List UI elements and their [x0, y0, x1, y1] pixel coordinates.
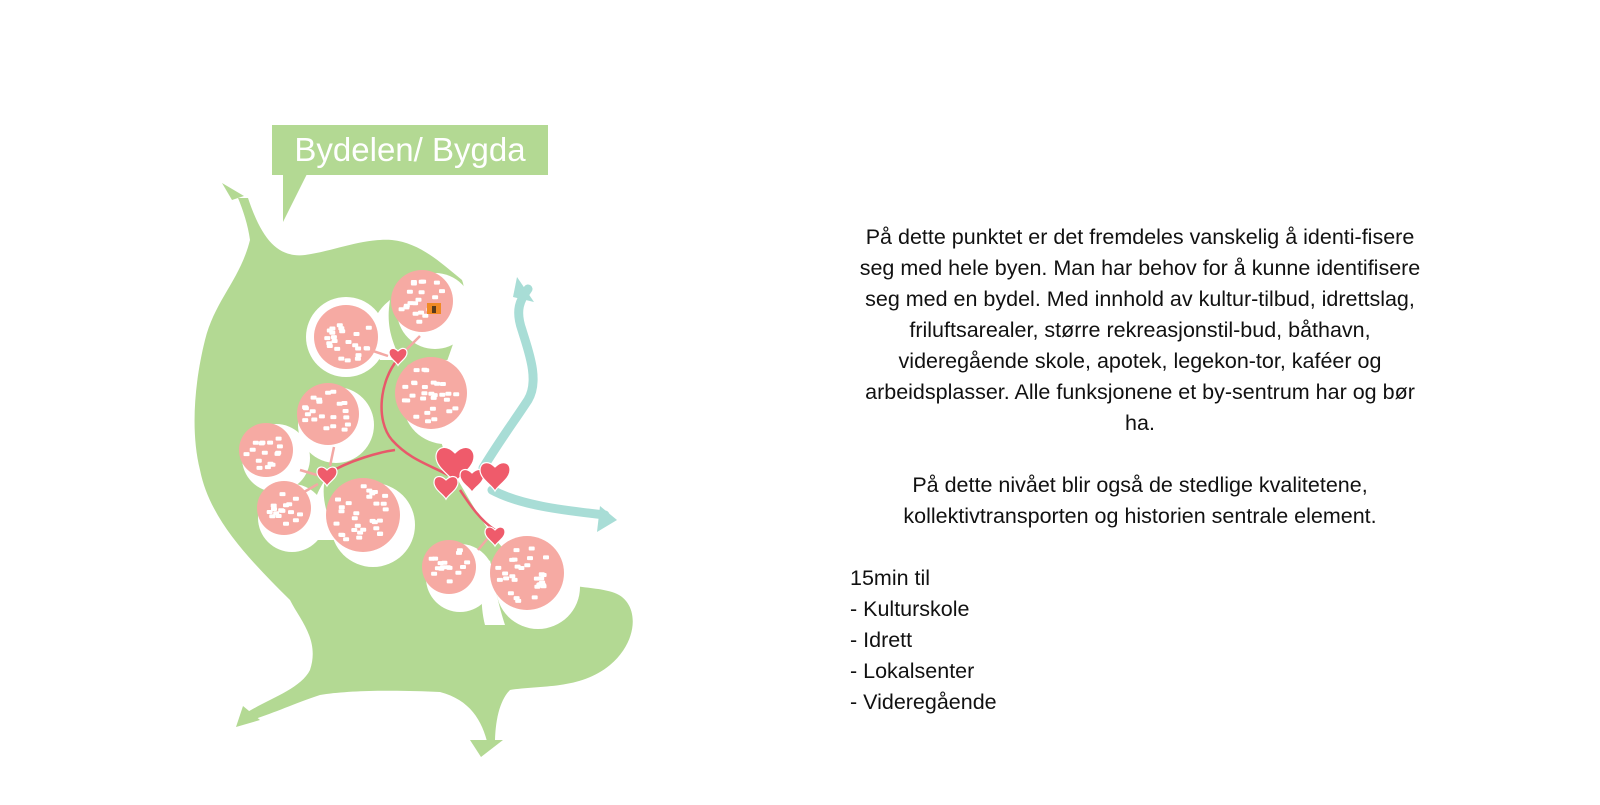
house-icon	[364, 347, 370, 351]
house-icon	[339, 533, 345, 537]
house-icon	[404, 399, 410, 403]
neighbourhood-cluster	[490, 536, 564, 610]
house-icon	[342, 428, 348, 432]
house-icon	[345, 358, 351, 362]
house-icon	[524, 563, 530, 567]
house-icon	[508, 591, 514, 595]
house-icon	[503, 576, 509, 580]
arrow-icon	[597, 506, 617, 532]
house-icon	[276, 437, 282, 441]
house-icon	[419, 290, 425, 294]
arrow-icon	[222, 183, 244, 200]
house-icon	[302, 418, 308, 422]
house-icon	[337, 402, 343, 406]
house-icon	[265, 465, 271, 469]
title-pointer	[283, 174, 307, 222]
house-icon	[356, 353, 362, 357]
district-diagram	[0, 0, 800, 800]
house-icon	[370, 519, 376, 523]
house-icon	[325, 391, 331, 395]
list-item: - Videregående	[850, 690, 997, 714]
house-icon	[381, 502, 387, 506]
house-icon	[429, 557, 435, 561]
house-icon	[355, 357, 361, 361]
house-icon	[278, 508, 284, 512]
house-icon	[339, 509, 345, 513]
house-icon	[540, 583, 546, 587]
house-icon	[280, 492, 286, 496]
house-icon	[343, 415, 349, 419]
house-icon	[346, 340, 352, 344]
house-icon	[352, 516, 358, 520]
house-icon	[410, 394, 416, 398]
house-icon	[253, 441, 259, 445]
house-icon	[423, 368, 429, 372]
house-icon	[302, 405, 308, 409]
house-icon	[297, 512, 303, 516]
house-icon	[447, 566, 453, 570]
house-icon	[422, 385, 428, 389]
house-icon	[430, 407, 436, 411]
house-icon	[460, 565, 466, 569]
house-icon	[382, 494, 388, 498]
house-icon	[416, 320, 422, 324]
house-icon	[502, 572, 508, 576]
house-icon	[452, 406, 458, 410]
house-icon	[404, 304, 410, 308]
house-icon	[456, 551, 462, 555]
house-icon	[330, 390, 336, 394]
house-icon	[428, 392, 434, 396]
neighbourhood-cluster	[422, 540, 476, 594]
house-icon	[455, 571, 461, 575]
house-icon	[356, 536, 362, 540]
amenity-list	[850, 594, 1430, 718]
house-icon	[373, 502, 379, 506]
house-icon	[440, 382, 446, 386]
house-icon	[283, 503, 289, 507]
house-icon	[412, 301, 418, 305]
house-icon	[276, 514, 282, 518]
house-icon	[527, 556, 533, 560]
district-illustration	[0, 0, 800, 800]
house-icon	[383, 507, 389, 511]
house-icon	[407, 290, 413, 294]
house-icon	[293, 518, 299, 522]
house-icon	[351, 528, 357, 532]
house-icon	[411, 381, 417, 385]
house-icon	[373, 526, 379, 530]
house-icon	[509, 558, 515, 562]
house-icon	[425, 419, 431, 423]
house-icon	[534, 577, 540, 581]
house-icon	[330, 415, 336, 419]
house-icon	[259, 441, 265, 445]
house-icon	[311, 418, 317, 422]
house-icon	[441, 561, 447, 565]
house-icon	[250, 448, 256, 452]
house-icon	[319, 414, 325, 418]
house-icon	[361, 484, 367, 488]
house-icon	[453, 392, 459, 396]
house-icon	[411, 280, 417, 284]
house-icon	[413, 312, 419, 316]
house-icon	[432, 295, 438, 299]
house-icon	[288, 510, 294, 514]
house-icon	[514, 548, 520, 552]
neighbourhood-cluster	[391, 270, 453, 332]
house-icon	[377, 519, 383, 523]
house-icon	[343, 537, 349, 541]
house-icon	[262, 451, 268, 455]
arrow-icon	[470, 740, 503, 757]
house-icon	[283, 522, 289, 526]
house-icon	[446, 409, 452, 413]
house-icon	[267, 510, 273, 514]
list-item: - Kulturskole	[850, 597, 970, 621]
house-icon	[327, 344, 333, 348]
list-heading: 15min til	[850, 566, 931, 590]
house-icon	[275, 451, 281, 455]
house-icon	[334, 522, 340, 526]
house-icon	[445, 392, 451, 396]
house-icon	[539, 572, 545, 576]
house-icon	[421, 391, 427, 395]
house-icon	[431, 572, 437, 576]
house-icon	[329, 331, 335, 335]
house-icon	[355, 524, 361, 528]
description	[850, 222, 1430, 718]
house-icon	[532, 595, 538, 599]
house-icon	[431, 417, 437, 421]
house-icon	[377, 532, 383, 536]
list-item: - Lokalsenter	[850, 659, 975, 683]
house-icon	[416, 298, 422, 302]
house-icon	[399, 307, 405, 311]
house-icon	[422, 314, 428, 318]
house-icon	[335, 498, 341, 502]
house-icon	[311, 396, 317, 400]
neighbourhood-cluster	[257, 481, 311, 535]
spacer	[850, 532, 1430, 563]
neighbourhood-cluster	[239, 423, 293, 477]
house-icon	[447, 579, 453, 583]
house-icon	[514, 596, 520, 600]
house-icon	[334, 347, 340, 351]
house-icon	[424, 411, 430, 415]
heart-icon	[480, 463, 510, 491]
house-icon	[244, 452, 250, 456]
house-icon	[414, 368, 420, 372]
house-icon	[332, 339, 338, 343]
house-icon	[323, 426, 329, 430]
house-icon	[324, 336, 330, 340]
house-icon	[267, 441, 273, 445]
house-icon	[346, 501, 352, 505]
house-icon	[439, 393, 445, 397]
list-item: - Idrett	[850, 628, 913, 652]
description-paragraph: På dette nivået blir også de stedlige kvalitetene, kollektivtransporten og historien sentrale element.	[903, 473, 1377, 528]
house-icon	[330, 424, 336, 428]
house-icon	[529, 547, 535, 551]
house-icon	[256, 459, 262, 463]
neighbourhood-cluster	[297, 383, 359, 445]
house-icon	[464, 560, 470, 564]
house-icon	[316, 400, 322, 404]
house-icon	[434, 281, 440, 285]
house-icon	[338, 357, 344, 361]
house-icon	[402, 385, 408, 389]
house-icon	[354, 332, 360, 336]
house-icon	[444, 398, 450, 402]
house-icon	[360, 528, 366, 532]
house-icon	[257, 466, 263, 470]
house-icon	[413, 415, 419, 419]
house-icon	[339, 505, 345, 509]
house-icon	[345, 423, 351, 427]
house-icon	[271, 504, 277, 508]
house-icon	[431, 381, 437, 385]
house-icon	[366, 326, 372, 330]
house-icon	[543, 555, 549, 559]
house-icon	[439, 289, 445, 293]
house-icon	[353, 511, 359, 515]
house-icon	[277, 444, 283, 448]
neighbourhood-cluster	[395, 357, 467, 429]
house-icon	[515, 565, 521, 569]
description-paragraph: På dette punktet er det fremdeles vanskelig å identi-fisere seg med hele byen. Man har behov for å kunne identifisere seg med en bydel. Med innhold av kultur-tilbud, idrettslag, friluftsarealer, større rekreasjonstil-bud, båthavn, videregående skole, apotek, legekon-tor, kaféer og arbeidsplasser. Alle funksjonene et by-sentrum har og bør ha.	[859, 225, 1421, 435]
house-icon	[419, 280, 425, 284]
house-icon	[509, 574, 515, 578]
house-icon	[305, 412, 311, 416]
house-icon	[293, 497, 299, 501]
house-icon	[331, 335, 337, 339]
house-icon	[337, 323, 343, 327]
house-icon	[512, 578, 518, 582]
house-icon	[427, 303, 441, 314]
house-icon	[369, 491, 375, 495]
house-icon	[495, 566, 501, 570]
neighbourhood-cluster	[326, 478, 400, 552]
house-icon	[355, 347, 361, 351]
house-icon	[343, 409, 349, 413]
house-icon	[420, 397, 426, 401]
diagram-title: Bydelen/ Bygda	[272, 125, 548, 175]
house-icon	[497, 578, 503, 582]
spacer	[850, 439, 1430, 470]
neighbourhood-cluster	[314, 305, 378, 369]
